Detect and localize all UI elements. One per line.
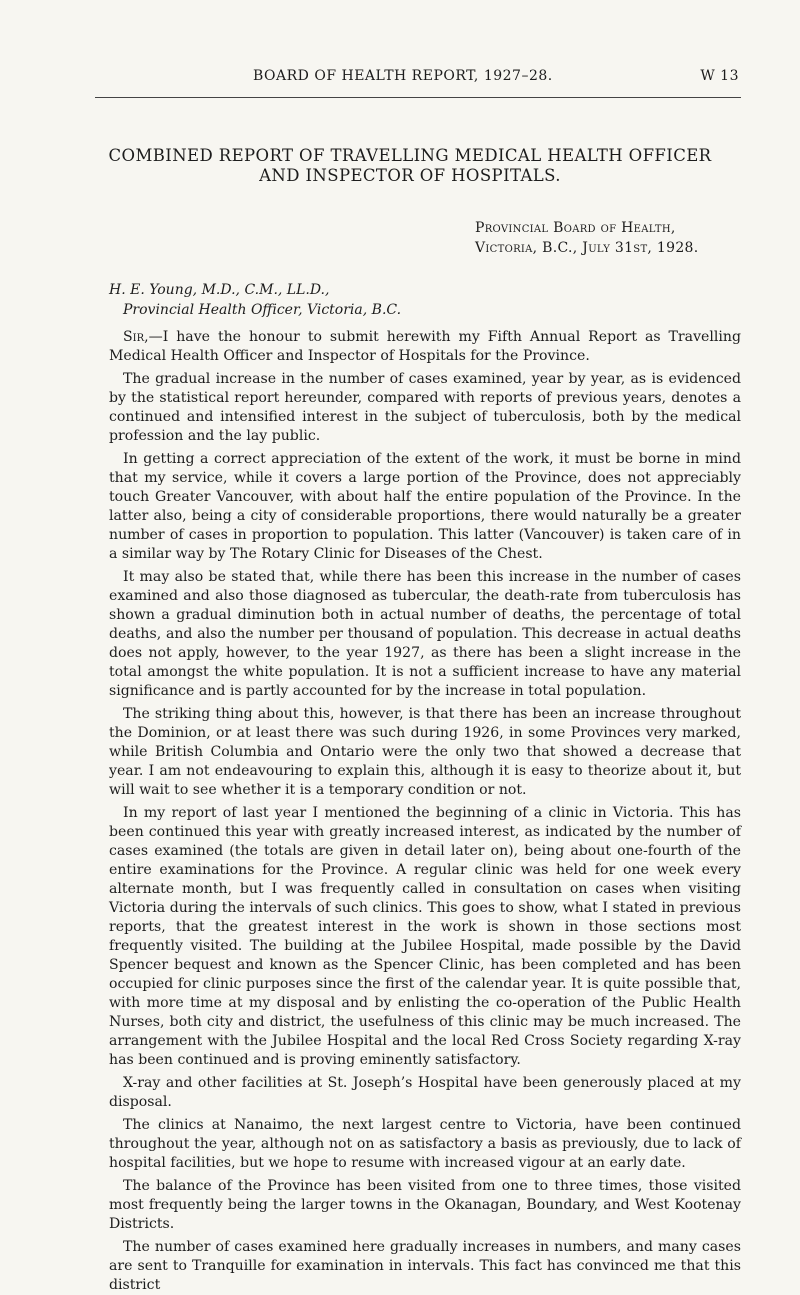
paragraph-8: The clinics at Nanaimo, the next largest centre to Victoria, have been continued throughout the year, although not on as satisfactory a basis as previously, due to lack of hospital facilities, but we hope to resume with increased vigour at an early date. xyxy=(109,1117,741,1171)
running-head-title: BOARD OF HEALTH REPORT, 1927–28. xyxy=(253,68,553,84)
addressee-block xyxy=(109,280,401,320)
paragraph-7: X-ray and other facilities at St. Joseph’s Hospital have been generously placed at my disposal. xyxy=(109,1075,741,1110)
paragraph-6: In my report of last year I mentioned the beginning of a clinic in Victoria. This has been continued this year with greatly increased interest, as indicated by the number of cases examined (the totals are given in detail later on), being about one-fourth of the entire examinations for the Province. A regular clinic was held for one week every alternate month, but I was frequently called in consultation on cases when visiting Victoria during the intervals of such clinics. This goes to show, what I stated in previous reports, that the greatest interest in the work is shown in those sections most frequently visited. The building at the Jubilee Hospital, made possible by the David Spencer bequest and known as the Spencer Clinic, has been completed and has been occupied for clinic purposes since the first of the calendar year. It is quite possible that, with more time at my disposal and by enlisting the co-operation of the Public Health Nurses, both city and district, the usefulness of this clinic may be much increased. The arrangement with the Jubilee Hospital and the local Red Cross Society regarding X-ray has been continued and is proving eminently satisfactory. xyxy=(109,805,741,1068)
sender-place-date-text: Victoria, B.C., July 31st, 1928. xyxy=(475,240,699,256)
sender-place-date xyxy=(475,238,699,258)
paragraph-2: The gradual increase in the number of cases examined, year by year, as is evidenced by the statistical report hereunder, compared with reports of previous years, denotes a continued and intensified interest in the subject of tuberculosis, both by the medical profession and the lay public. xyxy=(109,371,741,444)
addressee-title: Provincial Health Officer, Victoria, B.C. xyxy=(123,302,402,318)
page-number: W 13 xyxy=(700,68,739,84)
paragraph-1-text: —I have the honour to submit herewith my Fifth Annual Report as Travelling Medical Health Officer and Inspector of Hospitals for the Province. xyxy=(109,329,741,364)
report-body xyxy=(109,328,741,1295)
paragraph-4: It may also be stated that, while there has been this increase in the number of cases examined and also those diagnosed as tubercular, the death-rate from tuberculosis has shown a gradual diminution both in actual number of deaths, the percentage of total deaths, and also the number per thousand of population. This decrease in actual deaths does not apply, however, to the year 1927, as there has been a slight increase in the total amongst the white population. It is not a sufficient increase to have any material significance and is partly accounted for by the increase in total population. xyxy=(109,569,741,699)
report-title-line-2: AND INSPECTOR OF HOSPITALS. xyxy=(259,166,561,185)
paragraph-10: The number of cases examined here gradually increases in numbers, and many cases are sent to Tranquille for examination in intervals. This fact has convinced me that this district xyxy=(109,1239,741,1293)
header-rule xyxy=(95,97,741,98)
paragraph-3: In getting a correct appreciation of the extent of the work, it must be borne in mind that my service, while it covers a large portion of the Province, does not appreciably touch Greater Vancouver, with about half the entire population of the Province. In the latter also, being a city of considerable proportions, there would naturally be a greater number of cases in proportion to population. This latter (Vancouver) is taken care of in a similar way by The Rotary Clinic for Diseases of the Chest. xyxy=(109,451,741,562)
paragraph-5: The striking thing about this, however, is that there has been an increase throughout the Dominion, or at least there was such during 1926, in some Provinces very marked, while British Columbia and Ontario were the only two that showed a decrease that year. I am not endeavouring to explain this, although it is easy to theorize about it, but will wait to see whether it is a temporary condition or not. xyxy=(109,706,741,798)
report-title-line-1: COMBINED REPORT OF TRAVELLING MEDICAL HEALTH OFFICER xyxy=(108,146,712,165)
salutation: Sir, xyxy=(123,329,149,345)
paragraph-1 xyxy=(109,328,741,366)
sender-organization: Provincial Board of Health, xyxy=(475,220,676,236)
report-title xyxy=(60,146,760,186)
running-head xyxy=(0,68,800,88)
addressee-name: H. E. Young, M.D., C.M., LL.D., xyxy=(109,282,330,298)
paragraph-9: The balance of the Province has been visited from one to three times, those visited most frequently being the larger towns in the Okanagan, Boundary, and West Kootenay Districts. xyxy=(109,1178,741,1232)
sender-block xyxy=(475,218,699,258)
